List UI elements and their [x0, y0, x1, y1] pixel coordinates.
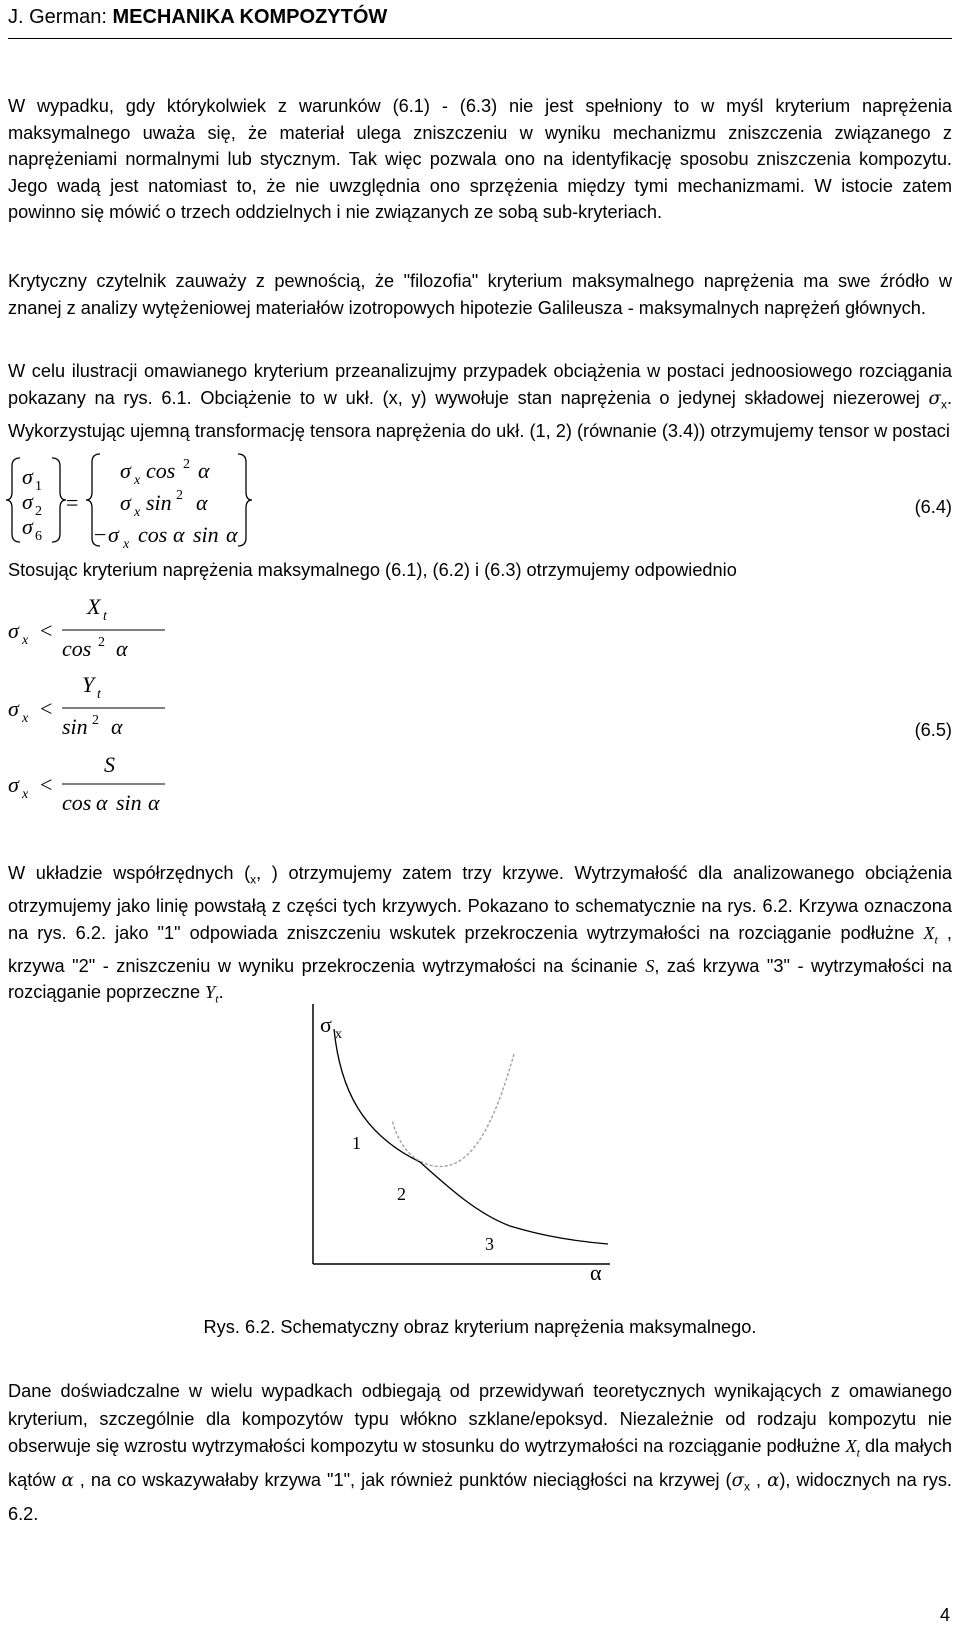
row3-x: x	[123, 537, 130, 552]
paragraph-5-text-a: W układzie współrzędnych (	[8, 863, 251, 883]
row1-alpha: α	[198, 458, 210, 483]
ineq3-sin: sin	[116, 790, 142, 815]
header-text	[8, 6, 387, 29]
ineq1-lt: <	[40, 618, 53, 643]
equation-number-6-4: (6.4)	[914, 497, 952, 517]
row1-sigma: σ	[120, 458, 131, 483]
sigma-x-symbol: σ	[731, 1470, 745, 1492]
row3-sigma: σ	[108, 522, 119, 547]
figure-caption: Rys. 6.2. Schematyczny obraz kryterium naprężenia maksymalnego.	[203, 1317, 757, 1337]
sub-1: 1	[35, 479, 42, 494]
figure-6-2	[0, 1004, 960, 1314]
paragraph-5-text-b: , ) otrzymujemy zatem trzy krzywe. Wytrzymałość dla analizowanego obciążenia otrzymujemy jako linię powstałą z części tych krzywych. Pokazano to schematycznie na rys. 6.2. Krzywa oznaczona na rys. 6.2. jako "1" odpowiada zniszczeniu wskutek przekroczenia wytrzymałości na rozciąganie podłużne	[8, 863, 952, 943]
paragraph-6-text-c: , na co wskazywałaby krzywa "1", jak również punktów nieciągłości na krzywej (	[73, 1470, 732, 1491]
ineq3-alpha2: α	[148, 790, 160, 815]
ineq2-sigma: σ	[8, 696, 19, 721]
ineq3-lt: <	[40, 772, 53, 797]
sigma-symbol: σ	[928, 387, 941, 409]
symbol-X: X	[923, 922, 935, 943]
row2-exp: 2	[176, 488, 183, 503]
curve-label-2: 2	[397, 1184, 406, 1204]
curve-2	[420, 1162, 510, 1226]
header-title: MECHANIKA KOMPOZYTÓW	[112, 6, 388, 28]
paragraph-5-text-e: .	[218, 982, 224, 1003]
ineq1-cos: cos	[62, 636, 92, 661]
paragraph-4: Stosując kryterium naprężenia maksymalnego (6.1), (6.2) i (6.3) otrzymujemy odpowiednio	[8, 560, 737, 580]
page-number: 4	[939, 1605, 950, 1625]
paragraph-6-text-b: dla małych kątów	[8, 1436, 952, 1491]
running-header	[8, 2, 952, 39]
row2-sin: sin	[146, 490, 172, 515]
ineq3-x: x	[22, 787, 29, 802]
symbol-S: S	[645, 955, 655, 976]
row2-sigma: σ	[120, 490, 131, 515]
row3-sin: sin	[193, 522, 219, 547]
curve-2-extension	[392, 1054, 514, 1166]
right-brace-1	[52, 458, 66, 542]
curve-3	[510, 1226, 608, 1244]
ineq2-Y: Y	[82, 672, 95, 697]
equation-6-5	[0, 588, 960, 823]
y-axis-label-sigma: σ	[320, 1012, 332, 1037]
ineq1-alpha: α	[116, 636, 128, 661]
row1-x: x	[134, 473, 141, 488]
alpha-symbol-2: α	[767, 1470, 780, 1492]
ineq3-sigma: σ	[8, 772, 19, 797]
row3-minus: −	[94, 522, 107, 547]
ineq1-x: x	[22, 633, 29, 648]
sigma-1: σ	[22, 464, 33, 489]
ineq1-exp: 2	[98, 635, 105, 650]
left-brace-1	[6, 458, 20, 542]
paragraph-6-text-a: Dane doświadczalne w wielu wypadkach odbiegają od przewidywań teoretycznych wynikających z omawianego kryterium, szczególnie dla kompozytów typu włókno szklane/epoksyd. Niezależnie od rodzaju kompozytu nie obserwuje się wzrostu wytrzymałości kompozytu w stosunku do wytrzymałości na rozciąganie podłużne	[8, 1381, 952, 1456]
ineq3-S: S	[104, 752, 115, 777]
coord-x: x	[250, 872, 257, 887]
paragraph-2: Krytyczny czytelnik zauważy z pewnością, że "filozofia" kryterium maksymalnego naprężenia ma swe źródło w znanej z analizy wytężeniowej materiałów izotropowych hipotezie Galileusza - maksymalnych naprężeń głównych.	[8, 271, 952, 318]
ineq1-t: t	[103, 609, 107, 624]
paragraph-3	[8, 358, 952, 444]
equation-number-6-5: (6.5)	[914, 720, 952, 740]
paragraph-5-text-d: , zaś krzywa "3" - wytrzymałości na rozciąganie poprzeczne	[8, 955, 953, 1003]
curve-label-3: 3	[485, 1234, 494, 1254]
row1-cos: cos	[146, 458, 176, 483]
ineq2-t: t	[97, 687, 101, 702]
equals-sign: =	[66, 490, 79, 515]
ineq2-x: x	[22, 711, 29, 726]
symbol-Xt: X	[845, 1436, 857, 1456]
ineq3-cos: cos	[62, 790, 92, 815]
row1-exp: 2	[183, 457, 190, 472]
paragraph-6	[8, 1378, 952, 1529]
row3-cos: cos	[138, 522, 168, 547]
ineq2-alpha: α	[111, 714, 123, 739]
ineq2-sin: sin	[62, 714, 88, 739]
symbol-Y: Y	[205, 982, 216, 1003]
paragraph-3-text-b: . Wykorzystując ujemną transformację tensora naprężenia do ukł. (1, 2) (równanie (3.4)) otrzymujemy tensor w postaci	[8, 387, 952, 441]
y-axis-label-x: x	[335, 1027, 342, 1042]
curve-1	[334, 1029, 420, 1162]
paragraph-1: W wypadku, gdy którykolwiek z warunków (6.1) - (6.3) nie jest spełniony to w myśl kryterium naprężenia maksymalnego uważa się, że materiał ulega zniszczeniu w wyniku mechanizmu zniszczenia związanego z naprężeniami normalnymi lub stycznym. Tak więc pozwala ono na identyfikację sposobu zniszczenia kompozytu. Jego wadą jest natomiast to, że nie uwzględnia ono sprzężenia między tymi mechanizmami. W istocie zatem powinno się mówić o trzech oddzielnych i nie związanych ze sobą sub-kryteriach.	[8, 96, 952, 222]
sigma-x-sub: x	[744, 1479, 751, 1494]
ineq3-alpha: α	[96, 790, 108, 815]
row2-x: x	[134, 505, 141, 520]
ineq2-lt: <	[40, 696, 53, 721]
ineq1-sigma: σ	[8, 618, 19, 643]
ineq2-exp: 2	[92, 713, 99, 728]
symbol-Y-sub: t	[215, 991, 219, 1006]
sigma-6: σ	[22, 514, 33, 539]
sub-2: 2	[35, 504, 42, 519]
ineq1-X: X	[87, 594, 101, 619]
paragraph-6-text-e: ), widocznych na rys. 6.2.	[8, 1470, 952, 1525]
paragraph-5	[8, 860, 952, 1012]
right-brace-2	[238, 454, 252, 546]
paragraph-3-text-a: W celu ilustracji omawianego kryterium przeanalizujmy przypadek obciążenia w postaci jednoosiowego rozciągania pokazany na rys. 6.1. Obciążenie to w ukł. (x, y) wywołuje stan naprężenia o jedynej składowej niezerowej	[8, 361, 952, 408]
header-author: J. German:	[8, 6, 113, 28]
paragraph-6-text-d: ,	[750, 1470, 768, 1491]
equation-6-4	[0, 452, 960, 552]
sigma-subscript: x	[940, 397, 947, 412]
sub-6: 6	[35, 529, 42, 544]
x-axis-label-alpha: α	[590, 1260, 602, 1285]
curve-label-1: 1	[352, 1133, 361, 1153]
symbol-Xt-sub: t	[856, 1445, 860, 1460]
sigma-2: σ	[22, 489, 33, 514]
paragraph-5-text-c: , krzywa "2" - zniszczeniu w wyniku przekroczenia wytrzymałości na ścinanie	[8, 922, 952, 976]
symbol-X-sub: t	[934, 932, 938, 947]
alpha-symbol: α	[61, 1470, 74, 1492]
row3-alpha2: α	[226, 522, 238, 547]
row3-alpha: α	[173, 522, 185, 547]
row2-alpha: α	[196, 490, 208, 515]
